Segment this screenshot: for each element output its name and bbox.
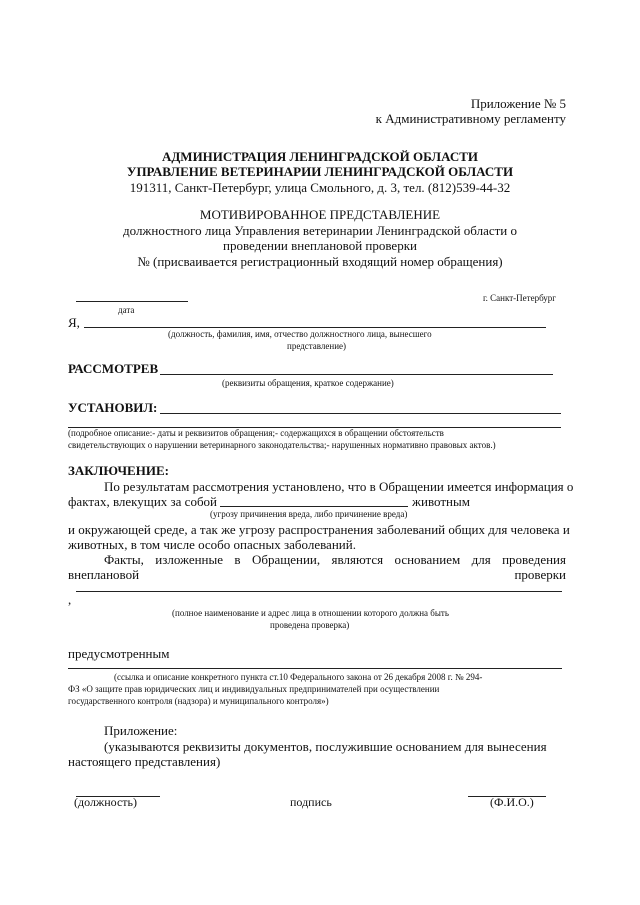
doc-subtitle-2: проведении внеплановой проверки: [223, 238, 417, 253]
entity-hint-2: проведена проверка): [270, 620, 350, 630]
signature-label: подпись: [290, 795, 332, 809]
considered-label: РАССМОТРЕВ: [68, 361, 159, 376]
date-line: [76, 301, 188, 302]
considered-line: [160, 374, 553, 375]
attachment-label: Приложение:: [104, 723, 178, 738]
ya-label: Я,: [68, 315, 80, 330]
conclusion-p1-line4: животных, в том числе особо опасных заболеваний.: [68, 537, 356, 552]
position-label: (должность): [74, 795, 137, 809]
law-line: [68, 668, 562, 669]
fio-label: (Ф.И.О.): [490, 795, 534, 809]
official-hint-1: (должность, фамилия, имя, отчество должностного лица, вынесшего: [168, 329, 432, 339]
provided-label: предусмотренным: [68, 646, 170, 661]
official-line: [84, 327, 546, 328]
official-hint-2: представление): [287, 341, 347, 351]
comma: ,: [68, 592, 72, 607]
considered-hint: (реквизиты обращения, краткое содержание): [222, 378, 394, 388]
established-hint-1: (подробное описание:- даты и реквизитов обращения;- содержащихся в обращении обстоятельств: [68, 428, 444, 438]
conclusion-label: ЗАКЛЮЧЕНИЕ:: [68, 463, 169, 478]
doc-subtitle-1: должностного лица Управления ветеринарии Ленинградской области о: [123, 223, 517, 238]
attachment-text-1: (указываются реквизиты документов, послужившие основанием для вынесения: [104, 739, 547, 754]
established-line-1: [160, 413, 561, 414]
entity-line: [76, 591, 562, 592]
established-hint-2: свидетельствующих о нарушении ветеринарного законодательства;- нарушенных нормативно правовых актов.): [68, 440, 496, 450]
org-name-2: УПРАВЛЕНИЕ ВЕТЕРИНАРИИ ЛЕНИНГРАДСКОЙ ОБЛАСТИ: [126, 164, 514, 179]
threat-line: [220, 506, 408, 507]
conclusion-p2-line1: [104, 552, 566, 568]
law-hint-1: (ссылка и описание конкретного пункта ст.10 Федерального закона от 26 декабря 2008 г. № 294-: [114, 672, 483, 682]
threat-hint: (угрозу причинения вреда, либо причинение вреда): [210, 509, 408, 519]
appendix-line-2: к Административному регламенту: [375, 111, 566, 126]
established-label: УСТАНОВИЛ:: [68, 400, 158, 415]
conclusion-p2-line2a: внеплановой: [68, 567, 140, 582]
law-hint-3: государственного контроля (надзора) и муниципального контроля»): [68, 696, 329, 706]
conclusion-p2-line1-text: Факты, изложенные в Обращении, являются основанием для проведения: [104, 552, 566, 567]
attachment-text-2: настоящего представления): [68, 754, 221, 769]
org-address: 191311, Санкт-Петербург, улица Смольного, д. 3, тел. (812)539-44-32: [129, 180, 511, 195]
conclusion-p1-line2b: животным: [412, 494, 470, 509]
conclusion-p1-line1: По результатам рассмотрения установлено, что в Обращении имеется информация о: [104, 479, 574, 494]
law-hint-2: ФЗ «О защите прав юридических лиц и индивидуальных предпринимателей при осуществлении: [68, 684, 440, 694]
org-name-1: АДМИНИСТРАЦИЯ ЛЕНИНГРАДСКОЙ ОБЛАСТИ: [161, 149, 479, 164]
date-label: дата: [118, 305, 135, 315]
conclusion-p1-line3: и окружающей среде, а так же угрозу распространения заболеваний общих для человека и: [68, 522, 570, 537]
conclusion-p2-line2b: проверки: [514, 567, 566, 582]
entity-hint-1: (полное наименование и адрес лица в отношении которого должна быть: [172, 608, 449, 618]
doc-title: МОТИВИРОВАННОЕ ПРЕДСТАВЛЕНИЕ: [199, 207, 441, 222]
conclusion-p1-line2a: фактах, влекущих за собой: [68, 494, 218, 509]
doc-subtitle-3: № (присваивается регистрационный входящий номер обращения): [137, 254, 503, 269]
city-label: г. Санкт-Петербург: [482, 293, 556, 303]
appendix-line-1: Приложение № 5: [470, 96, 566, 111]
